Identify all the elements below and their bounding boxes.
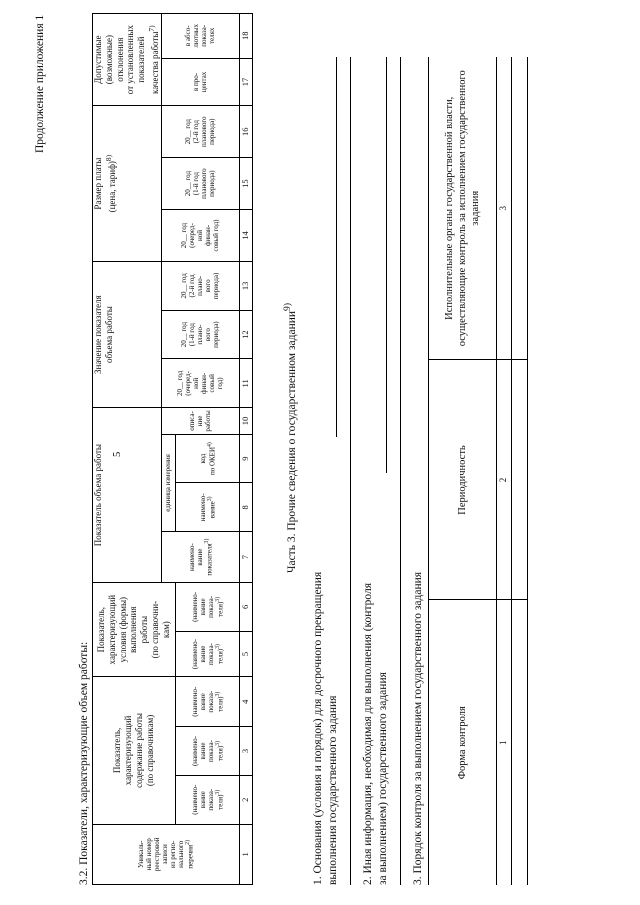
section-3-2-title: 3.2. Показатели, характеризующие объем работы: [78,641,90,885]
work-volume-table [92,13,253,885]
part-3-title: Часть 3. Прочие сведения о государственном задании$^{9)}$ [282,302,298,573]
item-1-text: 1. Основания (условия и порядок) для досрочного прекращения [312,571,324,885]
unit-name-header: наимено- вание$^{3)}$ [175,483,239,532]
column-number: 9 [239,434,252,483]
column-number: 2 [239,775,252,824]
control-form-header: Форма контроля [429,600,497,885]
column-number: 3 [239,727,252,776]
column-number: 6 [239,583,252,632]
unit-header: единица измерения [161,434,175,531]
condition-param-1-header: (наимено- вание показа- теля)$^{3)}$ [175,631,239,677]
item-2-text-cont: за выполнением) государственного задания [377,672,389,885]
authorities-header: Исполнительные органы государственной власти, осуществляющие контроль за исполнением государственного задания [429,57,497,360]
empty-cell [512,360,528,600]
periodicity-header: Периодичность [429,360,497,600]
condition-indicator-header: Показатель, характеризующий условия (формы) выполнения работы (по справочни- кам) [93,583,176,677]
value-year-second-header: 20__ год (2-й год плано- вого периода) [161,261,239,310]
content-param-2-header: (наимено- вание показа- теля)$^{3)}$ [175,727,239,776]
value-year-first-header: 20__ год (1-й год плано- вого периода) [161,310,239,359]
item-2-text: 2. Иная информация, необходимая для выполнения (контроля [362,582,374,885]
column-number: 16 [239,106,252,158]
deviation-percent-header: в про- центах [161,58,239,106]
content-param-3-header: (наимено- вание показа- теля)$^{3)}$ [175,677,239,727]
content-indicator-header: Показатель, характеризующий содержание работы (по справочникам) [93,677,176,824]
deviation-header: Допустимые (возможные) отклонения от установленных показателей качества работы$^{7)}$ [93,14,162,106]
empty-cell [512,600,528,885]
okei-code-header: код по ОКЕИ$^{4)}$ [175,434,239,483]
column-number: 2 [497,360,512,600]
column-number: 7 [239,532,252,583]
item-1-text-cont: выполнения государственного задания [327,695,339,885]
fill-line [336,57,337,437]
fill-line [350,57,351,885]
volume-indicator-name-header: наимено- вание показателя$^{3)}$ [161,532,239,583]
column-number: 15 [239,158,252,210]
column-number: 11 [239,359,252,408]
continuation-label: Продолжение приложения 1 [34,14,46,153]
deviation-absolute-header: в абсо- лютных показа- телях [161,14,239,59]
fill-line [386,57,387,473]
volume-indicator-header: Показатель объема работы [93,408,162,583]
column-number: 5 [239,631,252,677]
item-3-text: 3. Порядок контроля за выполнением государственного задания [412,571,424,885]
condition-param-2-header: (наимено- вание показа- теля)$^{3)}$ [175,583,239,632]
column-number: 4 [239,677,252,727]
price-year-second-header: 20__ год (2-й год планового периода) [161,106,239,158]
column-number: 17 [239,58,252,106]
column-number: 1 [239,824,252,884]
volume-value-header: Значение показателя объема работы [93,261,162,407]
column-number: 3 [497,57,512,360]
page-number: 5 [112,451,123,457]
price-year-first-header: 20__ год (1-й год планового периода) [161,158,239,210]
fill-line [400,57,401,885]
unique-number-header: Уникаль- ный номер реестровой записи из регио- нального перечня$^{2)}$ [93,824,240,884]
column-number: 1 [497,600,512,885]
control-table [428,57,528,885]
value-year-current-header: 20__ год (очеред- ной финан- совый год) [161,359,239,408]
price-header: Размер платы (цена, тариф)$^{8)}$ [93,106,162,262]
column-number: 12 [239,310,252,359]
price-year-current-header: 20__ год (очеред- ной финан- совый год) [161,210,239,262]
column-number: 13 [239,261,252,310]
empty-cell [512,57,528,360]
column-number: 18 [239,14,252,59]
column-number: 10 [239,408,252,435]
column-number: 14 [239,210,252,262]
column-number: 8 [239,483,252,532]
content-param-1-header: (наимено- вание показа- теля)$^{3)}$ [175,775,239,824]
work-description-header: описа- ние работы [161,408,239,435]
